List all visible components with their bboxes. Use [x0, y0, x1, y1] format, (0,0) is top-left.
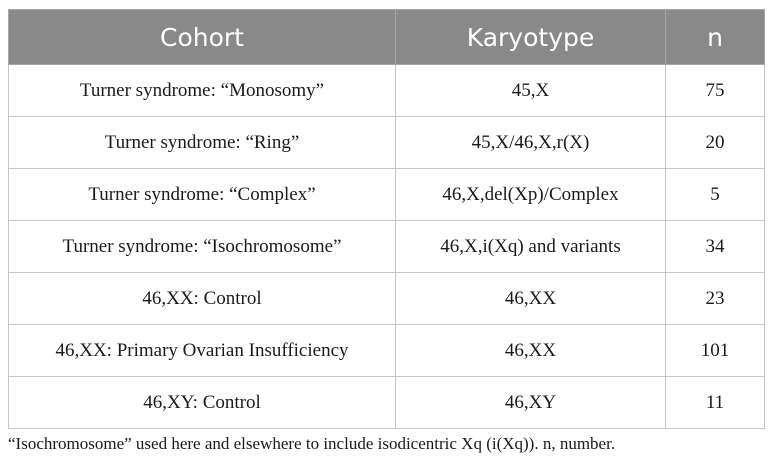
- header-karyotype: Karyotype: [396, 10, 666, 65]
- header-n: n: [666, 10, 765, 65]
- table-footnote: “Isochromosome” used here and elsewhere to include isodicentric Xq (i(Xq)). n, number.: [8, 434, 616, 453]
- cell-karyotype: 46,X,i(Xq) and variants: [396, 221, 666, 273]
- cell-cohort: 46,XX: Primary Ovarian Insufficiency: [9, 325, 396, 377]
- cell-cohort: 46,XY: Control: [9, 377, 396, 429]
- table-row: [9, 221, 765, 273]
- cell-cohort: 46,XX: Control: [9, 273, 396, 325]
- table-header: [9, 10, 765, 65]
- cell-n: 101: [666, 325, 765, 377]
- cell-n: 75: [666, 65, 765, 117]
- cell-karyotype: 46,X,del(Xp)/Complex: [396, 169, 666, 221]
- table-row: [9, 377, 765, 429]
- cell-n: 20: [666, 117, 765, 169]
- table-row: [9, 169, 765, 221]
- table-row: [9, 325, 765, 377]
- cell-cohort: Turner syndrome: “Ring”: [9, 117, 396, 169]
- cell-n: 5: [666, 169, 765, 221]
- cell-karyotype: 46,XX: [396, 325, 666, 377]
- table-body: [9, 65, 765, 429]
- header-cohort: Cohort: [9, 10, 396, 65]
- cohort-table: [8, 9, 765, 429]
- cell-karyotype: 45,X/46,X,r(X): [396, 117, 666, 169]
- cell-n: 23: [666, 273, 765, 325]
- cell-karyotype: 46,XY: [396, 377, 666, 429]
- cell-karyotype: 46,XX: [396, 273, 666, 325]
- header-row: [9, 10, 765, 65]
- cohort-table-container: [8, 9, 764, 429]
- cell-karyotype: 45,X: [396, 65, 666, 117]
- cell-cohort: Turner syndrome: “Monosomy”: [9, 65, 396, 117]
- table-row: [9, 117, 765, 169]
- cell-n: 11: [666, 377, 765, 429]
- cell-n: 34: [666, 221, 765, 273]
- table-row: [9, 273, 765, 325]
- cell-cohort: Turner syndrome: “Isochromosome”: [9, 221, 396, 273]
- cell-cohort: Turner syndrome: “Complex”: [9, 169, 396, 221]
- table-row: [9, 65, 765, 117]
